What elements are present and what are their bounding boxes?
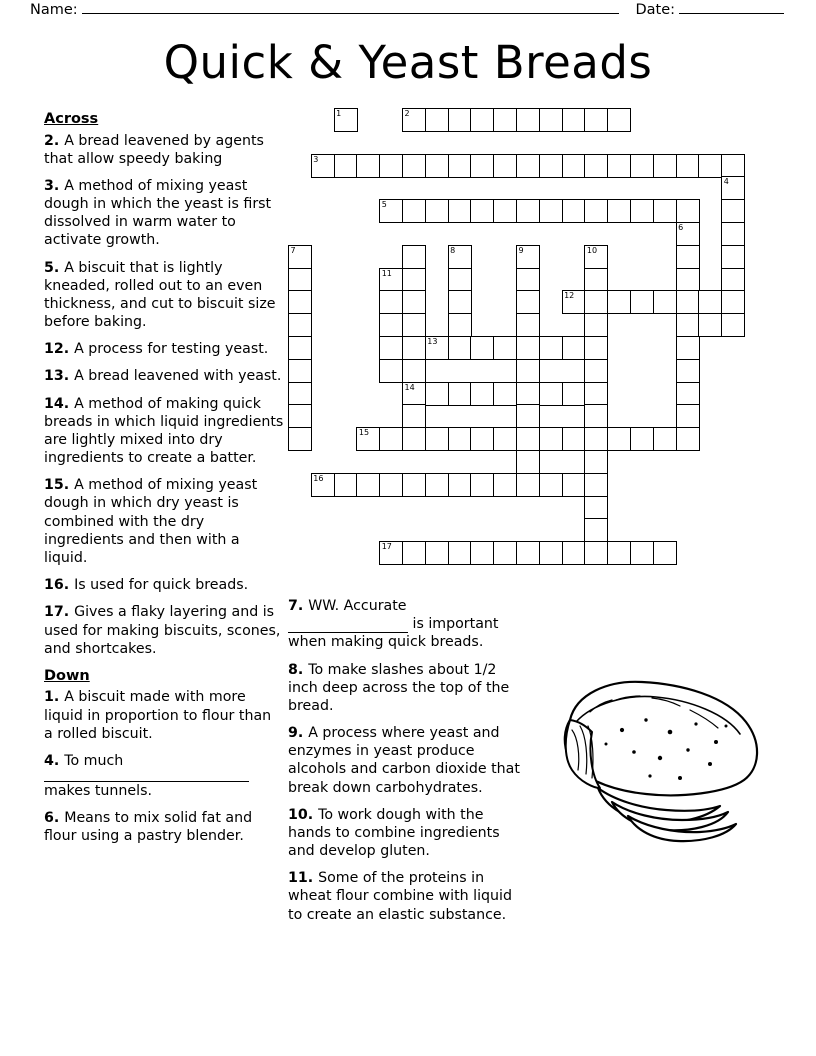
down-clue-list-left xyxy=(44,688,284,845)
date-label: Date: xyxy=(635,2,675,18)
crossword-cell[interactable] xyxy=(562,473,586,497)
clue-number: 3. xyxy=(44,177,65,194)
cell-number: 6 xyxy=(678,223,684,232)
cell-number: 12 xyxy=(564,291,575,301)
crossword-cell[interactable] xyxy=(470,336,494,360)
crossword-cell[interactable] xyxy=(334,154,358,178)
crossword-cell[interactable] xyxy=(539,473,563,497)
clue-number: 12. xyxy=(44,341,75,358)
crossword-cell[interactable] xyxy=(448,268,472,292)
crossword-cell[interactable] xyxy=(288,404,312,428)
crossword-cell[interactable] xyxy=(516,359,540,383)
crossword-cell[interactable] xyxy=(379,336,403,360)
crossword-cell[interactable] xyxy=(676,290,700,314)
crossword-cell[interactable] xyxy=(721,290,745,314)
crossword-cell[interactable] xyxy=(676,404,700,428)
crossword-cell[interactable] xyxy=(425,199,449,223)
across-clue-5 xyxy=(44,259,284,332)
cell-number: 1 xyxy=(336,109,342,118)
crossword-cell[interactable] xyxy=(562,199,586,223)
crossword-cell[interactable] xyxy=(562,108,586,132)
clue-text: A process where yeast and enzymes in yeast produce alcohols and carbon dioxide that break down carbohydrates. xyxy=(288,725,520,796)
crossword-cell[interactable] xyxy=(288,427,312,451)
crossword-cell[interactable] xyxy=(584,518,608,542)
crossword-cell[interactable] xyxy=(630,290,654,314)
crossword-cell[interactable] xyxy=(516,313,540,337)
clues-column-middle xyxy=(288,597,520,933)
crossword-cell[interactable] xyxy=(470,154,494,178)
cell-number: 4 xyxy=(723,177,729,187)
cell-number: 2 xyxy=(404,109,410,118)
crossword-cell[interactable] xyxy=(676,154,700,178)
crossword-cell[interactable] xyxy=(653,541,677,565)
crossword-cell[interactable] xyxy=(607,199,631,223)
crossword-cell[interactable] xyxy=(698,313,722,337)
crossword-cell[interactable] xyxy=(379,473,403,497)
crossword-cell[interactable] xyxy=(516,382,540,406)
crossword-cell[interactable] xyxy=(288,313,312,337)
crossword-cell[interactable] xyxy=(402,290,426,314)
clue-text-continued: makes tunnels. xyxy=(44,783,152,800)
clue-text: WW. Accurate xyxy=(308,598,407,614)
clue-number: 2. xyxy=(44,132,65,149)
name-blank-field[interactable] xyxy=(82,13,620,14)
cell-number: 13 xyxy=(427,337,438,346)
crossword-cell[interactable] xyxy=(562,541,586,565)
clue-text: A process for testing yeast. xyxy=(74,341,269,358)
down-heading: Down xyxy=(44,667,90,684)
crossword-cell[interactable] xyxy=(379,199,403,223)
crossword-cell[interactable] xyxy=(584,450,608,474)
clue-number: 11. xyxy=(288,870,319,887)
crossword-cell[interactable] xyxy=(425,427,449,451)
crossword-cell[interactable] xyxy=(493,473,517,497)
crossword-cell[interactable] xyxy=(402,404,426,428)
name-date-line xyxy=(30,2,786,18)
clue-number: 1. xyxy=(44,689,65,706)
cell-number: 16 xyxy=(313,473,324,483)
clue-number: 13. xyxy=(44,368,75,385)
crossword-cell[interactable] xyxy=(493,154,517,178)
crossword-cell[interactable] xyxy=(288,336,312,360)
clue-text: To make slashes about 1/2 inch deep across the top of the bread. xyxy=(288,661,510,714)
clue-text: Is used for quick breads. xyxy=(74,577,249,594)
crossword-cell[interactable] xyxy=(516,268,540,292)
crossword-cell[interactable] xyxy=(516,541,540,565)
page-title: Quick & Yeast Breads xyxy=(163,36,653,89)
crossword-cell[interactable] xyxy=(676,222,700,246)
cell-number: 3 xyxy=(313,154,319,164)
crossword-cell[interactable] xyxy=(539,336,563,360)
crossword-cell[interactable] xyxy=(356,154,380,178)
clue-text: Some of the proteins in wheat flour combine with liquid to create an elastic substance. xyxy=(288,870,512,923)
crossword-cell[interactable] xyxy=(334,473,358,497)
clue-text: To much xyxy=(64,752,124,769)
crossword-cell[interactable] xyxy=(425,154,449,178)
crossword-cell[interactable] xyxy=(288,245,312,269)
down-clue-7 xyxy=(288,597,520,652)
across-clue-17 xyxy=(44,603,284,658)
crossword-cell[interactable] xyxy=(311,473,335,497)
crossword-cell[interactable] xyxy=(379,268,403,292)
crossword-cell[interactable] xyxy=(584,245,608,269)
crossword-cell[interactable] xyxy=(493,541,517,565)
crossword-cell[interactable] xyxy=(721,245,745,269)
crossword-cell[interactable] xyxy=(630,199,654,223)
down-clue-8 xyxy=(288,661,520,716)
crossword-cell[interactable] xyxy=(470,108,494,132)
crossword-cell[interactable] xyxy=(448,336,472,360)
clue-text: A bread leavened with yeast. xyxy=(74,368,282,385)
crossword-cell[interactable] xyxy=(584,496,608,520)
date-blank-field[interactable] xyxy=(679,13,784,14)
crossword-cell[interactable] xyxy=(584,359,608,383)
down-clue-9 xyxy=(288,724,520,797)
crossword-cell[interactable] xyxy=(584,382,608,406)
crossword-cell[interactable] xyxy=(288,268,312,292)
clue-number: 6. xyxy=(44,810,65,827)
crossword-cell[interactable] xyxy=(470,473,494,497)
down-clue-4 xyxy=(44,752,284,800)
crossword-cell[interactable] xyxy=(721,313,745,337)
crossword-cell[interactable] xyxy=(653,427,677,451)
clue-number: 14. xyxy=(44,395,75,412)
crossword-cell[interactable] xyxy=(676,245,700,269)
crossword-cell[interactable] xyxy=(470,382,494,406)
crossword-cell[interactable] xyxy=(721,268,745,292)
crossword-cell[interactable] xyxy=(516,290,540,314)
crossword-cell[interactable] xyxy=(379,154,403,178)
crossword-cell[interactable] xyxy=(721,154,745,178)
crossword-cell[interactable] xyxy=(584,290,608,314)
clue-text: A method of mixing yeast dough in which the yeast is first dissolved in warm water to activate growth. xyxy=(44,177,272,249)
crossword-cell[interactable] xyxy=(562,336,586,360)
down-clue-list-middle xyxy=(288,597,520,924)
clue-text: Means to mix solid fat and flour using a pastry blender. xyxy=(44,810,253,845)
bread-loaf-illustration xyxy=(530,660,780,860)
cell-number: 9 xyxy=(518,245,524,255)
crossword-cell[interactable] xyxy=(607,290,631,314)
crossword-cell[interactable] xyxy=(653,290,677,314)
across-clue-2 xyxy=(44,132,284,168)
crossword-cell[interactable] xyxy=(402,268,426,292)
down-clue-10 xyxy=(288,806,520,861)
crossword-cell[interactable] xyxy=(470,541,494,565)
crossword-cell[interactable] xyxy=(539,108,563,132)
crossword-cell[interactable] xyxy=(516,404,540,428)
crossword-cell[interactable] xyxy=(698,290,722,314)
crossword-cell[interactable] xyxy=(630,154,654,178)
crossword-cell[interactable] xyxy=(448,199,472,223)
crossword-cell[interactable] xyxy=(698,154,722,178)
down-clue-6 xyxy=(44,809,284,845)
crossword-cell[interactable] xyxy=(379,313,403,337)
across-clue-12 xyxy=(44,340,284,358)
down-clue-11 xyxy=(288,869,520,924)
crossword-cell[interactable] xyxy=(425,108,449,132)
crossword-cell[interactable] xyxy=(493,382,517,406)
crossword-cell[interactable] xyxy=(448,154,472,178)
crossword-cell[interactable] xyxy=(448,382,472,406)
crossword-cell[interactable] xyxy=(379,427,403,451)
cell-number: 11 xyxy=(381,268,392,278)
crossword-cell[interactable] xyxy=(402,199,426,223)
clue-number: 9. xyxy=(288,725,309,742)
across-clue-16 xyxy=(44,576,284,594)
crossword-cell[interactable] xyxy=(721,222,745,246)
crossword-cell[interactable] xyxy=(379,290,403,314)
crossword-cell[interactable] xyxy=(402,473,426,497)
crossword-cell[interactable] xyxy=(448,427,472,451)
crossword-cell[interactable] xyxy=(288,290,312,314)
clue-text: To work dough with the hands to combine ingredients and develop gluten. xyxy=(288,806,500,860)
crossword-cell[interactable] xyxy=(721,199,745,223)
crossword-cell[interactable] xyxy=(516,427,540,451)
crossword-cell[interactable] xyxy=(379,541,403,565)
crossword-cell[interactable] xyxy=(516,473,540,497)
clue-number: 10. xyxy=(288,806,319,823)
crossword-cell[interactable] xyxy=(584,108,608,132)
crossword-cell[interactable] xyxy=(288,359,312,383)
crossword-cell[interactable] xyxy=(676,336,700,360)
crossword-cell[interactable] xyxy=(539,541,563,565)
crossword-cell[interactable] xyxy=(448,541,472,565)
clues-column-left xyxy=(44,110,284,855)
cell-number: 15 xyxy=(358,428,370,438)
clue-text: Gives a flaky layering and is used for making biscuits, scones, and shortcakes. xyxy=(44,604,281,657)
crossword-cell[interactable] xyxy=(379,359,403,383)
across-clue-3 xyxy=(44,177,284,250)
crossword-cell[interactable] xyxy=(676,313,700,337)
crossword-cell[interactable] xyxy=(584,473,608,497)
crossword-cell[interactable] xyxy=(448,108,472,132)
crossword-cell[interactable] xyxy=(539,427,563,451)
down-clue-1 xyxy=(44,688,284,743)
crossword-cell[interactable] xyxy=(402,541,426,565)
crossword-cell[interactable] xyxy=(584,154,608,178)
crossword-cell[interactable] xyxy=(562,154,586,178)
crossword-cell[interactable] xyxy=(448,290,472,314)
crossword-cell[interactable] xyxy=(516,154,540,178)
crossword-cell[interactable] xyxy=(402,336,426,360)
crossword-cell[interactable] xyxy=(448,245,472,269)
crossword-cell[interactable] xyxy=(562,427,586,451)
crossword-cell[interactable] xyxy=(607,427,631,451)
crossword-cell[interactable] xyxy=(584,427,608,451)
cell-number: 5 xyxy=(381,200,387,210)
crossword-cell[interactable] xyxy=(607,154,631,178)
crossword-cell[interactable] xyxy=(653,154,677,178)
crossword-cell[interactable] xyxy=(493,427,517,451)
crossword-cell[interactable] xyxy=(288,382,312,406)
crossword-cell[interactable] xyxy=(402,313,426,337)
crossword-cell[interactable] xyxy=(607,541,631,565)
crossword-cell[interactable] xyxy=(562,290,586,314)
crossword-cell[interactable] xyxy=(584,404,608,428)
clue-number: 7. xyxy=(288,598,309,614)
crossword-cell[interactable] xyxy=(676,199,700,223)
cell-number: 8 xyxy=(450,245,456,255)
crossword-cell[interactable] xyxy=(584,336,608,360)
clue-number: 5. xyxy=(44,259,65,276)
clue-number: 8. xyxy=(288,661,309,678)
crossword-cell[interactable] xyxy=(356,427,380,451)
cell-number: 17 xyxy=(381,542,392,552)
answer-blank[interactable] xyxy=(288,620,408,633)
crossword-cell[interactable] xyxy=(470,199,494,223)
crossword-cell[interactable] xyxy=(402,245,426,269)
crossword-grid[interactable] xyxy=(288,108,784,588)
crossword-cell[interactable] xyxy=(425,336,449,360)
crossword-cell[interactable] xyxy=(402,108,426,132)
crossword-cell[interactable] xyxy=(607,108,631,132)
cell-number: 7 xyxy=(290,245,296,255)
across-clue-list xyxy=(44,132,284,658)
crossword-cell[interactable] xyxy=(356,473,380,497)
crossword-cell[interactable] xyxy=(425,382,449,406)
crossword-cell[interactable] xyxy=(653,199,677,223)
crossword-cell[interactable] xyxy=(676,268,700,292)
crossword-cell[interactable] xyxy=(425,473,449,497)
answer-blank[interactable] xyxy=(44,770,249,782)
across-clue-14 xyxy=(44,395,284,468)
crossword-cell[interactable] xyxy=(562,382,586,406)
crossword-cell[interactable] xyxy=(676,382,700,406)
crossword-cell[interactable] xyxy=(493,336,517,360)
crossword-cell[interactable] xyxy=(448,473,472,497)
crossword-cell[interactable] xyxy=(516,199,540,223)
crossword-cell[interactable] xyxy=(539,154,563,178)
clue-number: 17. xyxy=(44,604,75,621)
clue-text: A biscuit made with more liquid in proportion to flour than a rolled biscuit. xyxy=(44,689,272,742)
clue-number: 15. xyxy=(44,477,75,494)
crossword-cell[interactable] xyxy=(539,382,563,406)
crossword-cell[interactable] xyxy=(516,336,540,360)
clue-text-continued: is important when making quick breads. xyxy=(288,616,499,651)
across-clue-13 xyxy=(44,367,284,385)
across-clue-15 xyxy=(44,476,284,567)
crossword-cell[interactable] xyxy=(493,199,517,223)
crossword-cell[interactable] xyxy=(721,176,745,200)
crossword-cell[interactable] xyxy=(402,359,426,383)
crossword-cell[interactable] xyxy=(493,108,517,132)
crossword-cell[interactable] xyxy=(516,245,540,269)
crossword-cell[interactable] xyxy=(584,268,608,292)
crossword-cell[interactable] xyxy=(470,427,494,451)
crossword-cell[interactable] xyxy=(630,427,654,451)
cell-number: 14 xyxy=(404,382,415,392)
across-heading: Across xyxy=(44,111,99,127)
crossword-cell[interactable] xyxy=(448,313,472,337)
crossword-cell[interactable] xyxy=(676,427,700,451)
crossword-cell[interactable] xyxy=(516,450,540,474)
crossword-cell[interactable] xyxy=(630,541,654,565)
crossword-cell[interactable] xyxy=(516,108,540,132)
crossword-cell[interactable] xyxy=(402,427,426,451)
crossword-cell[interactable] xyxy=(402,154,426,178)
clue-text: A biscuit that is lightly kneaded, rolled out to an even thickness, and cut to biscuit size before baking. xyxy=(44,259,276,331)
clue-number: 16. xyxy=(44,577,75,594)
crossword-cell[interactable] xyxy=(402,382,426,406)
crossword-cell[interactable] xyxy=(584,313,608,337)
crossword-cell[interactable] xyxy=(539,199,563,223)
name-label: Name: xyxy=(30,2,78,18)
clue-number: 4. xyxy=(44,752,65,769)
crossword-cell[interactable] xyxy=(584,541,608,565)
crossword-cell[interactable] xyxy=(425,541,449,565)
clue-text: A bread leavened by agents that allow speedy baking xyxy=(44,132,264,167)
crossword-cell[interactable] xyxy=(676,359,700,383)
clue-text: A method of mixing yeast dough in which dry yeast is combined with the dry ingredients and then with a liquid. xyxy=(44,477,258,566)
cell-number: 10 xyxy=(586,245,598,255)
clue-text: A method of making quick breads in which liquid ingredients are lightly mixed into dry ingredients to create a batter. xyxy=(44,395,284,467)
crossword-cell[interactable] xyxy=(584,199,608,223)
crossword-cell[interactable] xyxy=(311,154,335,178)
crossword-cell[interactable] xyxy=(334,108,358,132)
